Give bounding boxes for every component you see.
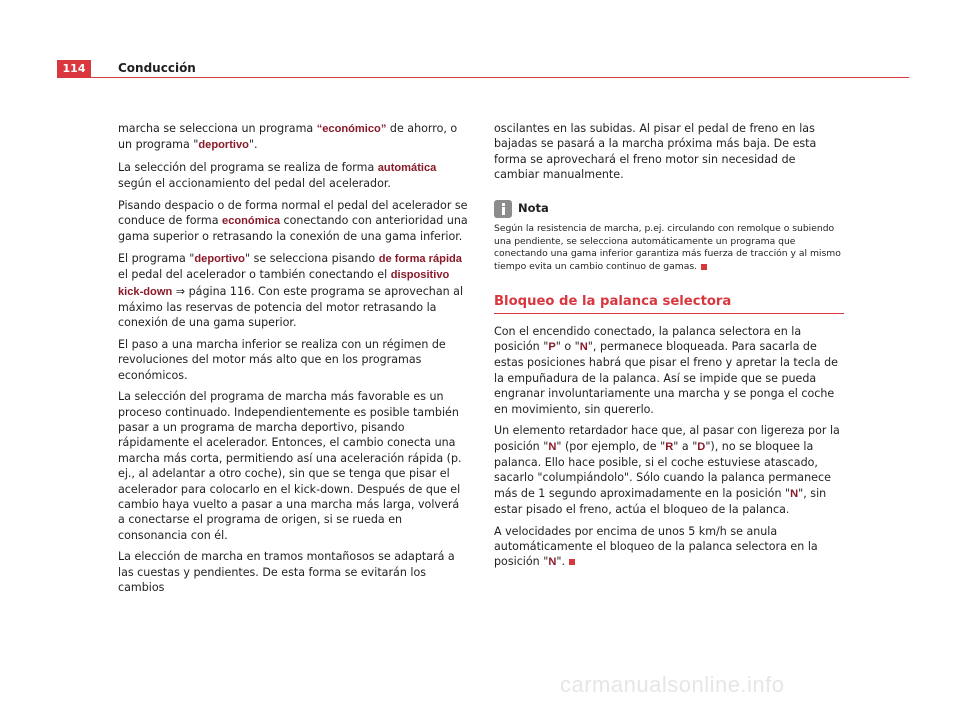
highlight-term: N bbox=[790, 487, 799, 500]
info-icon bbox=[494, 200, 512, 218]
left-column bbox=[118, 121, 468, 601]
watermark: carmanualsonline.info bbox=[560, 672, 785, 697]
note-label: Nota bbox=[518, 200, 549, 215]
paragraph: oscilantes en las subidas. Al pisar el pedal de freno en las bajadas se pasará a la marcha próxima más baja. De esta forma se aprovechará el freno motor sin necesidad de cambiar manualmente. bbox=[494, 122, 817, 182]
highlight-term: de forma rápida bbox=[378, 252, 462, 265]
paragraph: Pisando despacio o de forma normal el pedal del acelerador se conduce de forma económica conectando con anterioridad una gama superior o retrasando la conexión de una gama inferior. bbox=[118, 198, 468, 244]
highlight-term: deportivo bbox=[194, 252, 245, 265]
paragraph: El paso a una marcha inferior se realiza con un régimen de revoluciones del motor más alto que en los programas económicos. bbox=[118, 337, 446, 382]
page-number: 114 bbox=[57, 60, 91, 78]
highlight-term: P bbox=[548, 341, 556, 354]
arrow-icon: ⇒ bbox=[172, 284, 189, 298]
section-title: Bloqueo de la palanca selectora bbox=[494, 294, 844, 313]
paragraph: marcha se selecciona un programa “económico” de ahorro, o un programa "deportivo". bbox=[118, 122, 458, 152]
paragraph: La selección del programa de marcha más favorable es un proceso continuado. Independientemente es posible también pasar a un programa de marcha deportivo, pisando rápidamente el acelerador. Entonces, el cambio conecta una marcha más corta, permitiendo así una aceleración rápida (p. ej., al adelantar a otro coche), sin que se tenga que pisar el acelerador para colocarlo en el kick-down. Después de que el cambio haya vuelto a pasar a una marcha más larga, volverá a conectarse el programa de origen, si se rueda en consonancia con él. bbox=[118, 390, 462, 542]
paragraph: La selección del programa se realiza de forma automática según el accionamiento del pedal del acelerador. bbox=[118, 160, 437, 191]
paragraph: Con el encendido conectado, la palanca selectora en la posición "P" o "N", permanece bloqueada. Para sacarla de estas posiciones habrá que pisar el freno y apretar la tecla de la empuñadura de la palanca. Así se impide que se pueda engranar involuntariamente una marcha y se ponga el coche en movimiento, sin quererlo. bbox=[494, 324, 838, 416]
highlight-term: N bbox=[579, 341, 588, 354]
end-mark-icon bbox=[701, 264, 707, 270]
note-body: Según la resistencia de marcha, p.ej. circulando con remolque o subiendo una pendiente, se selecciona automáticamente un programa que conectando una gama inferior garantiza más fuerza de tracción y al mismo tiempo evita un cambio continuo de gamas. bbox=[494, 222, 841, 273]
chapter-title: Conducción bbox=[118, 61, 196, 75]
highlight-term: N bbox=[548, 440, 557, 453]
paragraph: La elección de marcha en tramos montañosos se adaptará a las cuestas y pendientes. De esta forma se evitarán los cambios bbox=[118, 550, 455, 594]
right-column bbox=[494, 121, 844, 577]
highlight-term: económica bbox=[222, 215, 280, 228]
highlight-term: “económico” bbox=[316, 123, 387, 135]
highlight-term: dispositivo kick-down bbox=[118, 269, 450, 298]
paragraph: El programa "deportivo" se selecciona pisando de forma rápida el pedal del acelerador o también conectando el dispositivo kick-down ⇒ página 116. Con este programa se aprovechan al máximo las reservas de potencia del motor retrasando la conexión de una gama superior. bbox=[118, 251, 464, 330]
highlight-term: R bbox=[665, 440, 674, 453]
end-mark-icon bbox=[569, 559, 575, 565]
page-reference-link[interactable]: página 116. Con este programa se aprovechan al máximo las reservas de potencia del motor retrasando la conexión de una gama superior. bbox=[118, 284, 464, 330]
highlight-term: D bbox=[697, 440, 706, 453]
paragraph: A velocidades por encima de unos 5 km/h se anula automáticamente el bloqueo de la palanca selectora en la posición "N". bbox=[494, 524, 818, 569]
paragraph: Un elemento retardador hace que, al pasar con ligereza por la posición "N" (por ejemplo, de "R" a "D"), no se bloquee la palanca. Ello hace posible, si el coche estuviese atascado, sacarlo "columpiándolo". Sólo cuando la palanca permanece más de 1 segundo aproximadamente en la posición "N", sin estar pisado el freno, actúa el bloqueo de la palanca. bbox=[494, 424, 840, 517]
highlight-term: N bbox=[548, 556, 557, 569]
note-header bbox=[494, 199, 844, 219]
highlight-term: automática bbox=[377, 161, 437, 174]
highlight-term: deportivo bbox=[198, 139, 249, 152]
header-rule bbox=[91, 77, 909, 78]
